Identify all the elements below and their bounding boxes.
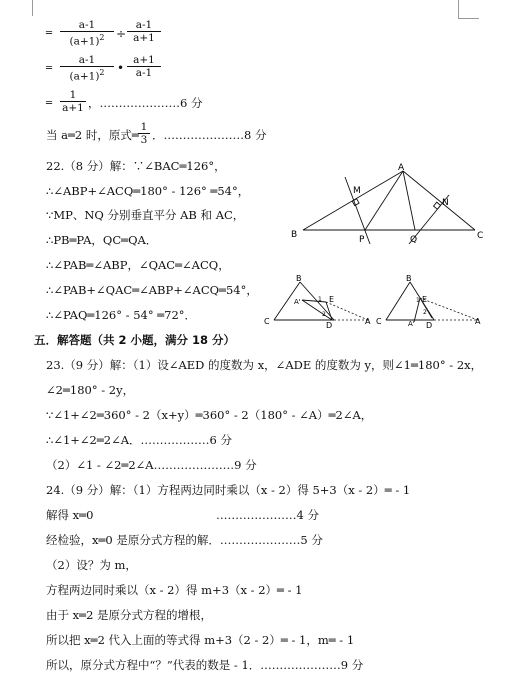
question-23-line: ∴∠1+∠2═2∠A．………………6 分	[46, 433, 233, 447]
question-22-line: ∴∠PAB═∠ABP，∠QAC═∠ACQ，	[46, 258, 230, 272]
label-B: B	[406, 274, 412, 283]
question-22-line: 22.（8 分）解：∵∠BAC═126°，	[46, 159, 226, 173]
label-D: D	[426, 321, 433, 330]
question-24-line: 解得 x═0	[46, 508, 94, 522]
question-22-line: ∴∠PAB+∠QAC═∠ABP+∠ACQ═54°，	[46, 283, 258, 297]
label-P: P	[359, 235, 365, 245]
label-A-prime: A'	[408, 320, 415, 328]
denominator: a+1	[133, 32, 155, 44]
fraction	[60, 54, 114, 83]
denominator-text: (a+1)	[69, 70, 100, 83]
denominator	[60, 67, 114, 83]
triangle-figure-23-right	[374, 272, 492, 330]
numerator: a+1	[127, 54, 161, 67]
label-D: D	[326, 321, 333, 330]
text-line: 当 a═2 时，原式═	[46, 128, 139, 142]
numerator: a-1	[60, 54, 114, 67]
label-1: 1	[318, 296, 322, 303]
question-22-line: ∵MP、NQ 分别垂直平分 AB 和 AC，	[46, 208, 245, 222]
label-B: B	[291, 230, 298, 240]
exponent: 2	[99, 68, 105, 77]
label-A: A	[398, 163, 405, 173]
numerator: a-1	[60, 19, 114, 32]
minus-sign: ═	[46, 28, 53, 39]
fraction	[60, 19, 114, 48]
question-24-line: 经检验，x═0 是原分式方程的解．…………………5 分	[46, 533, 323, 547]
denominator	[60, 32, 114, 48]
triangle-figure-22	[285, 162, 495, 247]
question-23-line: （2）∠1 - ∠2═2∠A…………………9 分	[46, 458, 257, 472]
score-mark: ．…………………8 分	[152, 128, 267, 142]
fraction	[60, 89, 86, 114]
label-1: 1	[416, 297, 420, 304]
denominator-text: (a+1)	[69, 35, 100, 48]
minus-sign: ═	[46, 98, 53, 109]
label-C: C	[477, 231, 484, 241]
denominator: 3	[140, 134, 148, 146]
question-23-line: ∵∠1+∠2═360° - 2（x+y）═360° - 2（180° - ∠A）═2∠A，	[46, 408, 373, 422]
crop-mark-left	[32, 0, 33, 16]
label-Q: Q	[410, 235, 418, 245]
operator: ÷	[116, 27, 127, 41]
minus-sign: ═	[46, 63, 53, 74]
denominator: a-1	[135, 67, 153, 79]
numerator: a-1	[127, 19, 161, 32]
label-N: N	[442, 198, 449, 208]
section-heading: 五．解答题（共 2 小题，满分 18 分）	[34, 333, 236, 347]
question-24-line: 所以，原分式方程中“？”代表的数是 - 1．…………………9 分	[46, 658, 364, 672]
label-C: C	[376, 317, 382, 326]
label-C: C	[264, 317, 270, 326]
label-E: E	[422, 295, 428, 304]
label-2: 2	[423, 309, 427, 316]
question-24-line: 24.（9 分）解：（1）方程两边同时乘以（x - 2）得 5+3（x - 2）═ - 1	[46, 483, 411, 497]
question-22-line: ∴∠PAQ═126° - 54° ═72°．	[46, 308, 197, 322]
label-E: E	[329, 295, 335, 304]
fraction	[127, 54, 161, 79]
score-mark: …………………4 分	[216, 508, 319, 522]
question-24-line: 所以把 x═2 代入上面的等式得 m+3（2 - 2）═ - 1，m═ - 1	[46, 633, 355, 647]
operator: •	[117, 61, 125, 75]
numerator: 1	[60, 89, 86, 102]
question-22-line: ∴PB═PA，QC═QA．	[46, 233, 158, 247]
question-23-line: 23.（9 分）解：（1）设∠AED 的度数为 x，∠ADE 的度数为 y，则∠1═180° - 2x，	[46, 358, 483, 372]
crop-mark-right	[458, 0, 479, 19]
question-24-line: 由于 x═2 是原分式方程的增根，	[46, 608, 213, 622]
fraction	[127, 19, 161, 44]
exponent: 2	[99, 33, 105, 42]
question-23-line: ∠2═180° - 2y，	[46, 383, 135, 397]
label-A: A	[475, 317, 481, 326]
question-24-line: 方程两边同时乘以（x - 2）得 m+3（x - 2）═ - 1	[46, 583, 303, 597]
triangle-figure-23-left	[262, 272, 380, 330]
label-2: 2	[322, 311, 326, 318]
fraction	[138, 121, 150, 146]
label-M: M	[353, 186, 361, 196]
score-mark: ，…………………6 分	[88, 96, 203, 110]
label-A: A	[365, 317, 371, 326]
label-B: B	[296, 274, 302, 283]
question-24-line: （2）设？为 m，	[46, 558, 137, 572]
denominator: a+1	[62, 102, 84, 114]
label-A-prime: A'	[294, 298, 301, 306]
numerator: 1	[138, 121, 150, 134]
question-22-line: ∴∠ABP+∠ACQ═180° - 126° ═54°，	[46, 184, 250, 198]
